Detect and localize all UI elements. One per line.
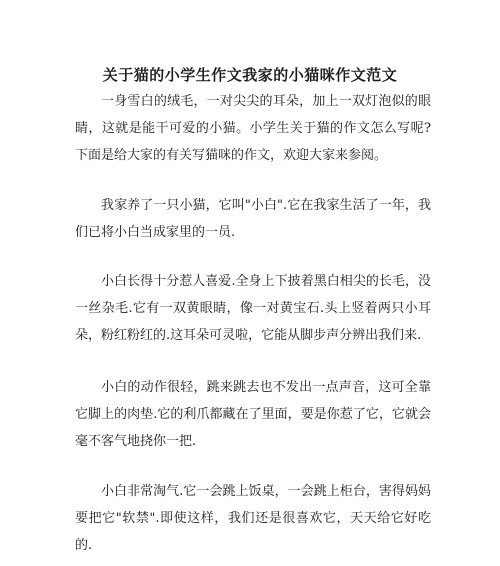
document-title: 关于猫的小学生作文我家的小猫咪作文范文 [102, 66, 398, 84]
paragraph-5: 小白非常淘气.它一会跳上饭桌，一会跳上柜台，害得妈妈要把它"软禁".即使这样，我们还是很喜欢它，天天给它好吃的. [75, 484, 431, 553]
paragraph-1: 一身雪白的绒毛，一对尖尖的耳朵，加上一双灯泡似的眼睛，这就是能干可爱的小猫。小学生关于猫的作文怎么写呢?下面是给大家的有关写猫咪的作文，欢迎大家来参阅。 [75, 94, 431, 163]
paragraph-3: 小白长得十分惹人喜爱.全身上下披着黑白相尖的长毛，没一丝杂毛.它有一双黄眼睛，像一对黄宝石.头上竖着两只小耳朵，粉红粉红的.这耳朵可灵啦，它能从脚步声分辨出我们来. [75, 274, 431, 343]
paragraph-2: 我家养了一只小猫，它叫"小白".它在我家生活了一年，我们已将小白当成家里的一员. [75, 198, 431, 240]
paragraph-4: 小白的动作很轻，跳来跳去也不发出一点声音，这可全靠它脚上的肉垫.它的利爪都藏在了里面，要是你惹了它，它就会毫不客气地挠你一把. [75, 380, 431, 449]
